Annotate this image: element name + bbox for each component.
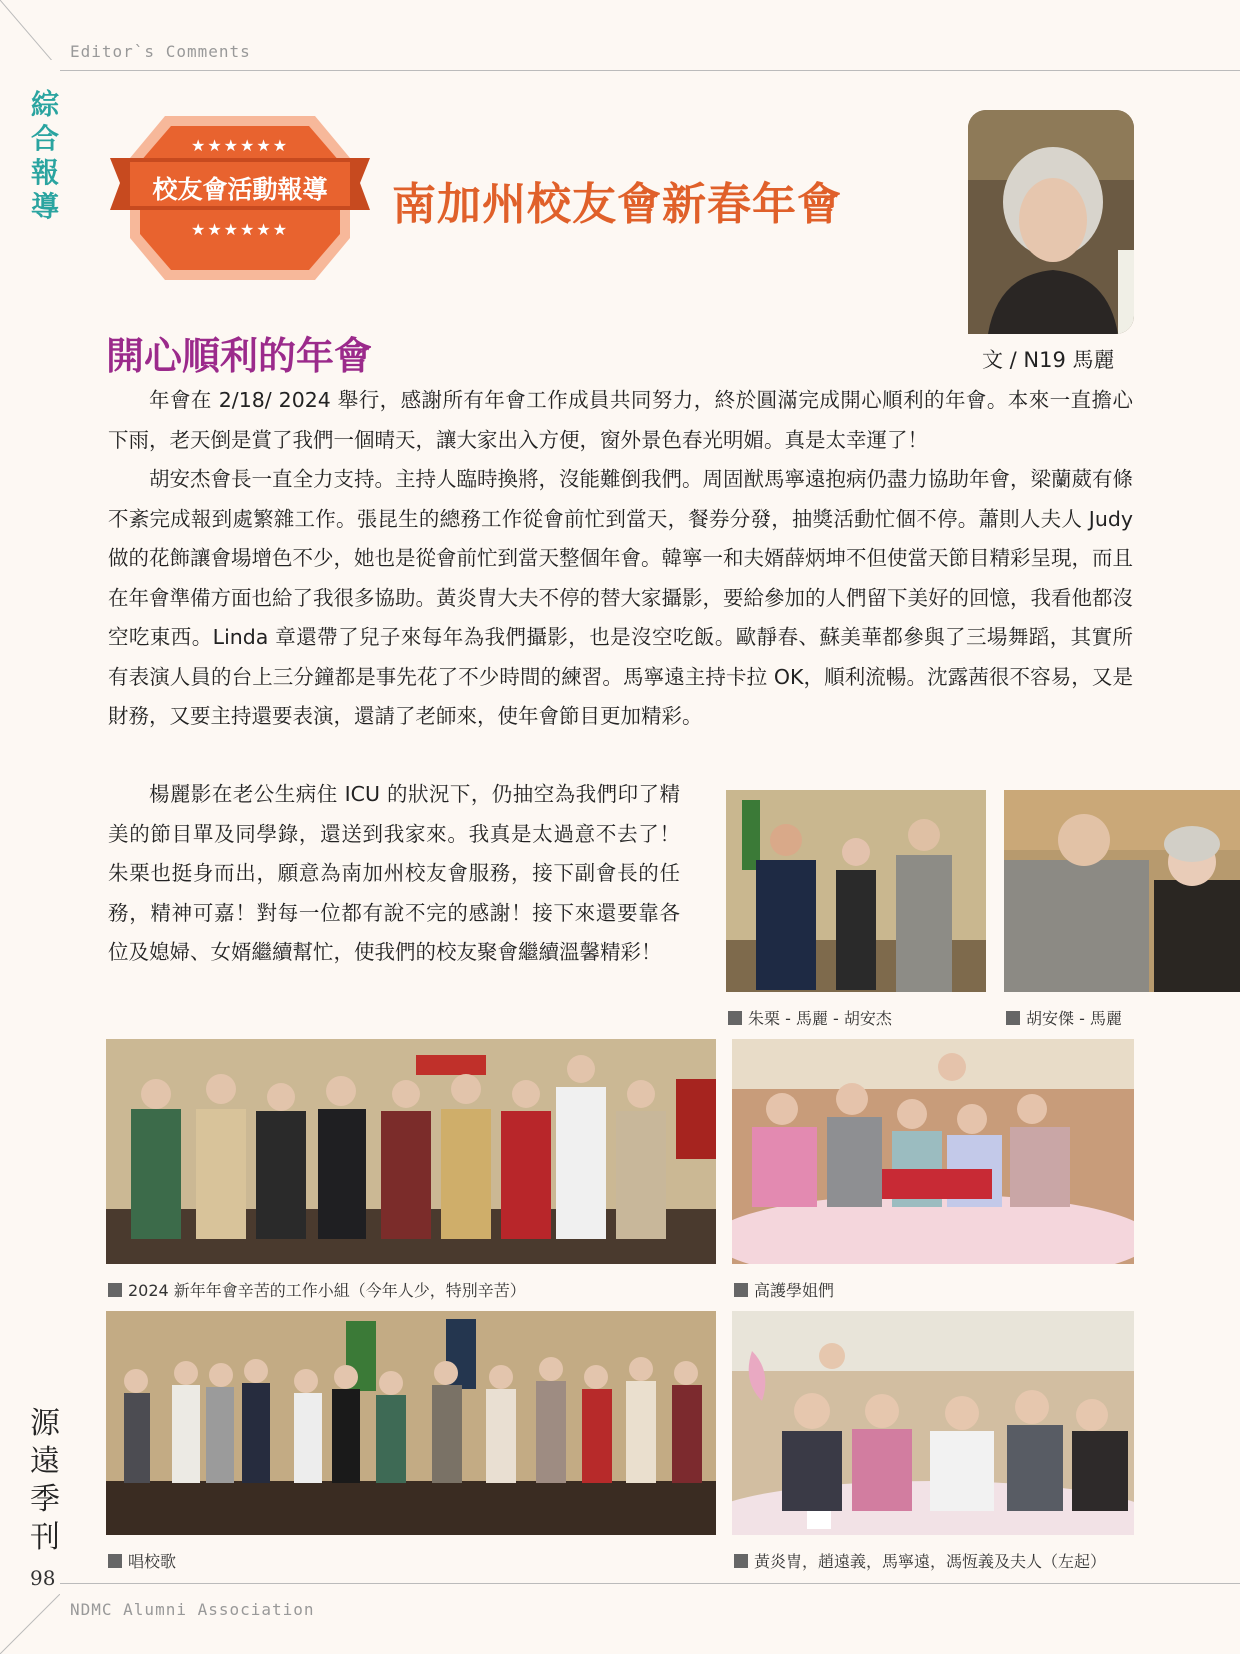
header-rule (60, 70, 1240, 71)
caption-photo-6 (734, 1549, 1106, 1572)
caption-marker (1006, 1011, 1020, 1025)
badge-label: 校友會活動報導 (152, 175, 328, 204)
caption-marker (734, 1283, 748, 1297)
caption-text: 胡安傑 - 馬麗 (1026, 1009, 1122, 1028)
event-report-badge (105, 108, 375, 288)
caption-photo-3 (108, 1278, 526, 1301)
caption-text: 唱校歌 (128, 1552, 177, 1571)
category-label: 綜合報導 (30, 88, 59, 223)
article-title: 南加州校友會新春年會 (392, 179, 842, 230)
caption-text: 高護學姐們 (754, 1281, 835, 1300)
caption-marker (108, 1554, 122, 1568)
caption-text: 黃炎冑，趙遠義，馬寧遠，馮恆義及夫人（左起） (754, 1552, 1107, 1571)
caption-marker (728, 1011, 742, 1025)
badge-stars-bottom: ★★★★★★ (190, 220, 290, 239)
badge-stars-top: ★★★★★★ (190, 136, 290, 155)
article-subtitle: 開心順利的年會 (106, 334, 373, 378)
photo-singing-school-song (106, 1311, 716, 1535)
photo-two-people (1004, 790, 1240, 992)
page-number: 98 (30, 1566, 56, 1590)
magazine-logo: 源遠季刊 (30, 1406, 60, 1555)
section-header: Editor`s Comments (70, 42, 251, 61)
corner-fold-bottom (0, 1594, 60, 1654)
photo-table-group (732, 1311, 1134, 1535)
caption-text: 朱栗 - 馬麗 - 胡安杰 (748, 1009, 892, 1028)
caption-photo-4 (734, 1278, 834, 1301)
caption-marker (734, 1554, 748, 1568)
author-byline: 文 / N19 馬麗 (982, 348, 1115, 372)
paragraph-2: 胡安杰會長一直全力支持。主持人臨時換將，沒能難倒我們。周固猷馬寧遠抱病仍盡力協助年會，梁蘭葳有條不紊完成報到處繁雜工作。張昆生的總務工作從會前忙到當天，餐券分發，抽獎活動忙個不停。蕭則人夫人 Judy 做的花飾讓會場增色不少，她也是從會前忙到當天整個年會。韓寧一和夫婿薛炳坤不但使當天節目精彩呈現，而且在年會準備方面也給了我很多協助。黃炎冑大夫不停的替大家攝影，要給參加的人們留下美好的回憶，我看他都沒空吃東西。Linda 章還帶了兒子來每年為我們攝影，也是沒空吃飯。歐靜春、蘇美華都參與了三場舞蹈，其實所有表演人員的台上三分鐘都是事先花了不少時間的練習。馬寧遠主持卡拉 OK，順利流暢。沈露茜很不容易，又是財務，又要主持還要表演，還請了老師來，使年會節目更加精彩。 (108, 467, 1133, 728)
author-portrait (968, 110, 1134, 334)
caption-text: 2024 新年年會辛苦的工作小組（今年人少，特別辛苦） (128, 1281, 526, 1300)
caption-photo-2 (1006, 1006, 1122, 1029)
footer-rule (60, 1583, 1240, 1584)
paragraph-3: 楊麗影在老公生病住 ICU 的狀況下，仍抽空為我們印了精美的節目單及同學錄，還送到我家來。我真是太過意不去了！朱栗也挺身而出，願意為南加州校友會服務，接下副會長的任務，精神可嘉！對每一位都有說不完的感謝！接下來還要靠各位及媳婦、女婿繼續幫忙，使我們的校友聚會繼續溫馨精彩！ (108, 782, 680, 964)
photo-three-people (726, 790, 986, 992)
paragraph-1: 年會在 2/18/ 2024 舉行，感謝所有年會工作成員共同努力，終於圓滿完成開心順利的年會。本來一直擔心下雨，老天倒是賞了我們一個晴天，讓大家出入方便，窗外景色春光明媚。真是太幸運了！ (108, 388, 1133, 452)
corner-fold-top (0, 0, 60, 60)
caption-marker (108, 1283, 122, 1297)
caption-photo-1 (728, 1006, 892, 1029)
footer-association: NDMC Alumni Association (70, 1600, 315, 1619)
caption-photo-5 (108, 1549, 176, 1572)
photo-work-team (106, 1039, 716, 1264)
photo-nursing-seniors (732, 1039, 1134, 1264)
